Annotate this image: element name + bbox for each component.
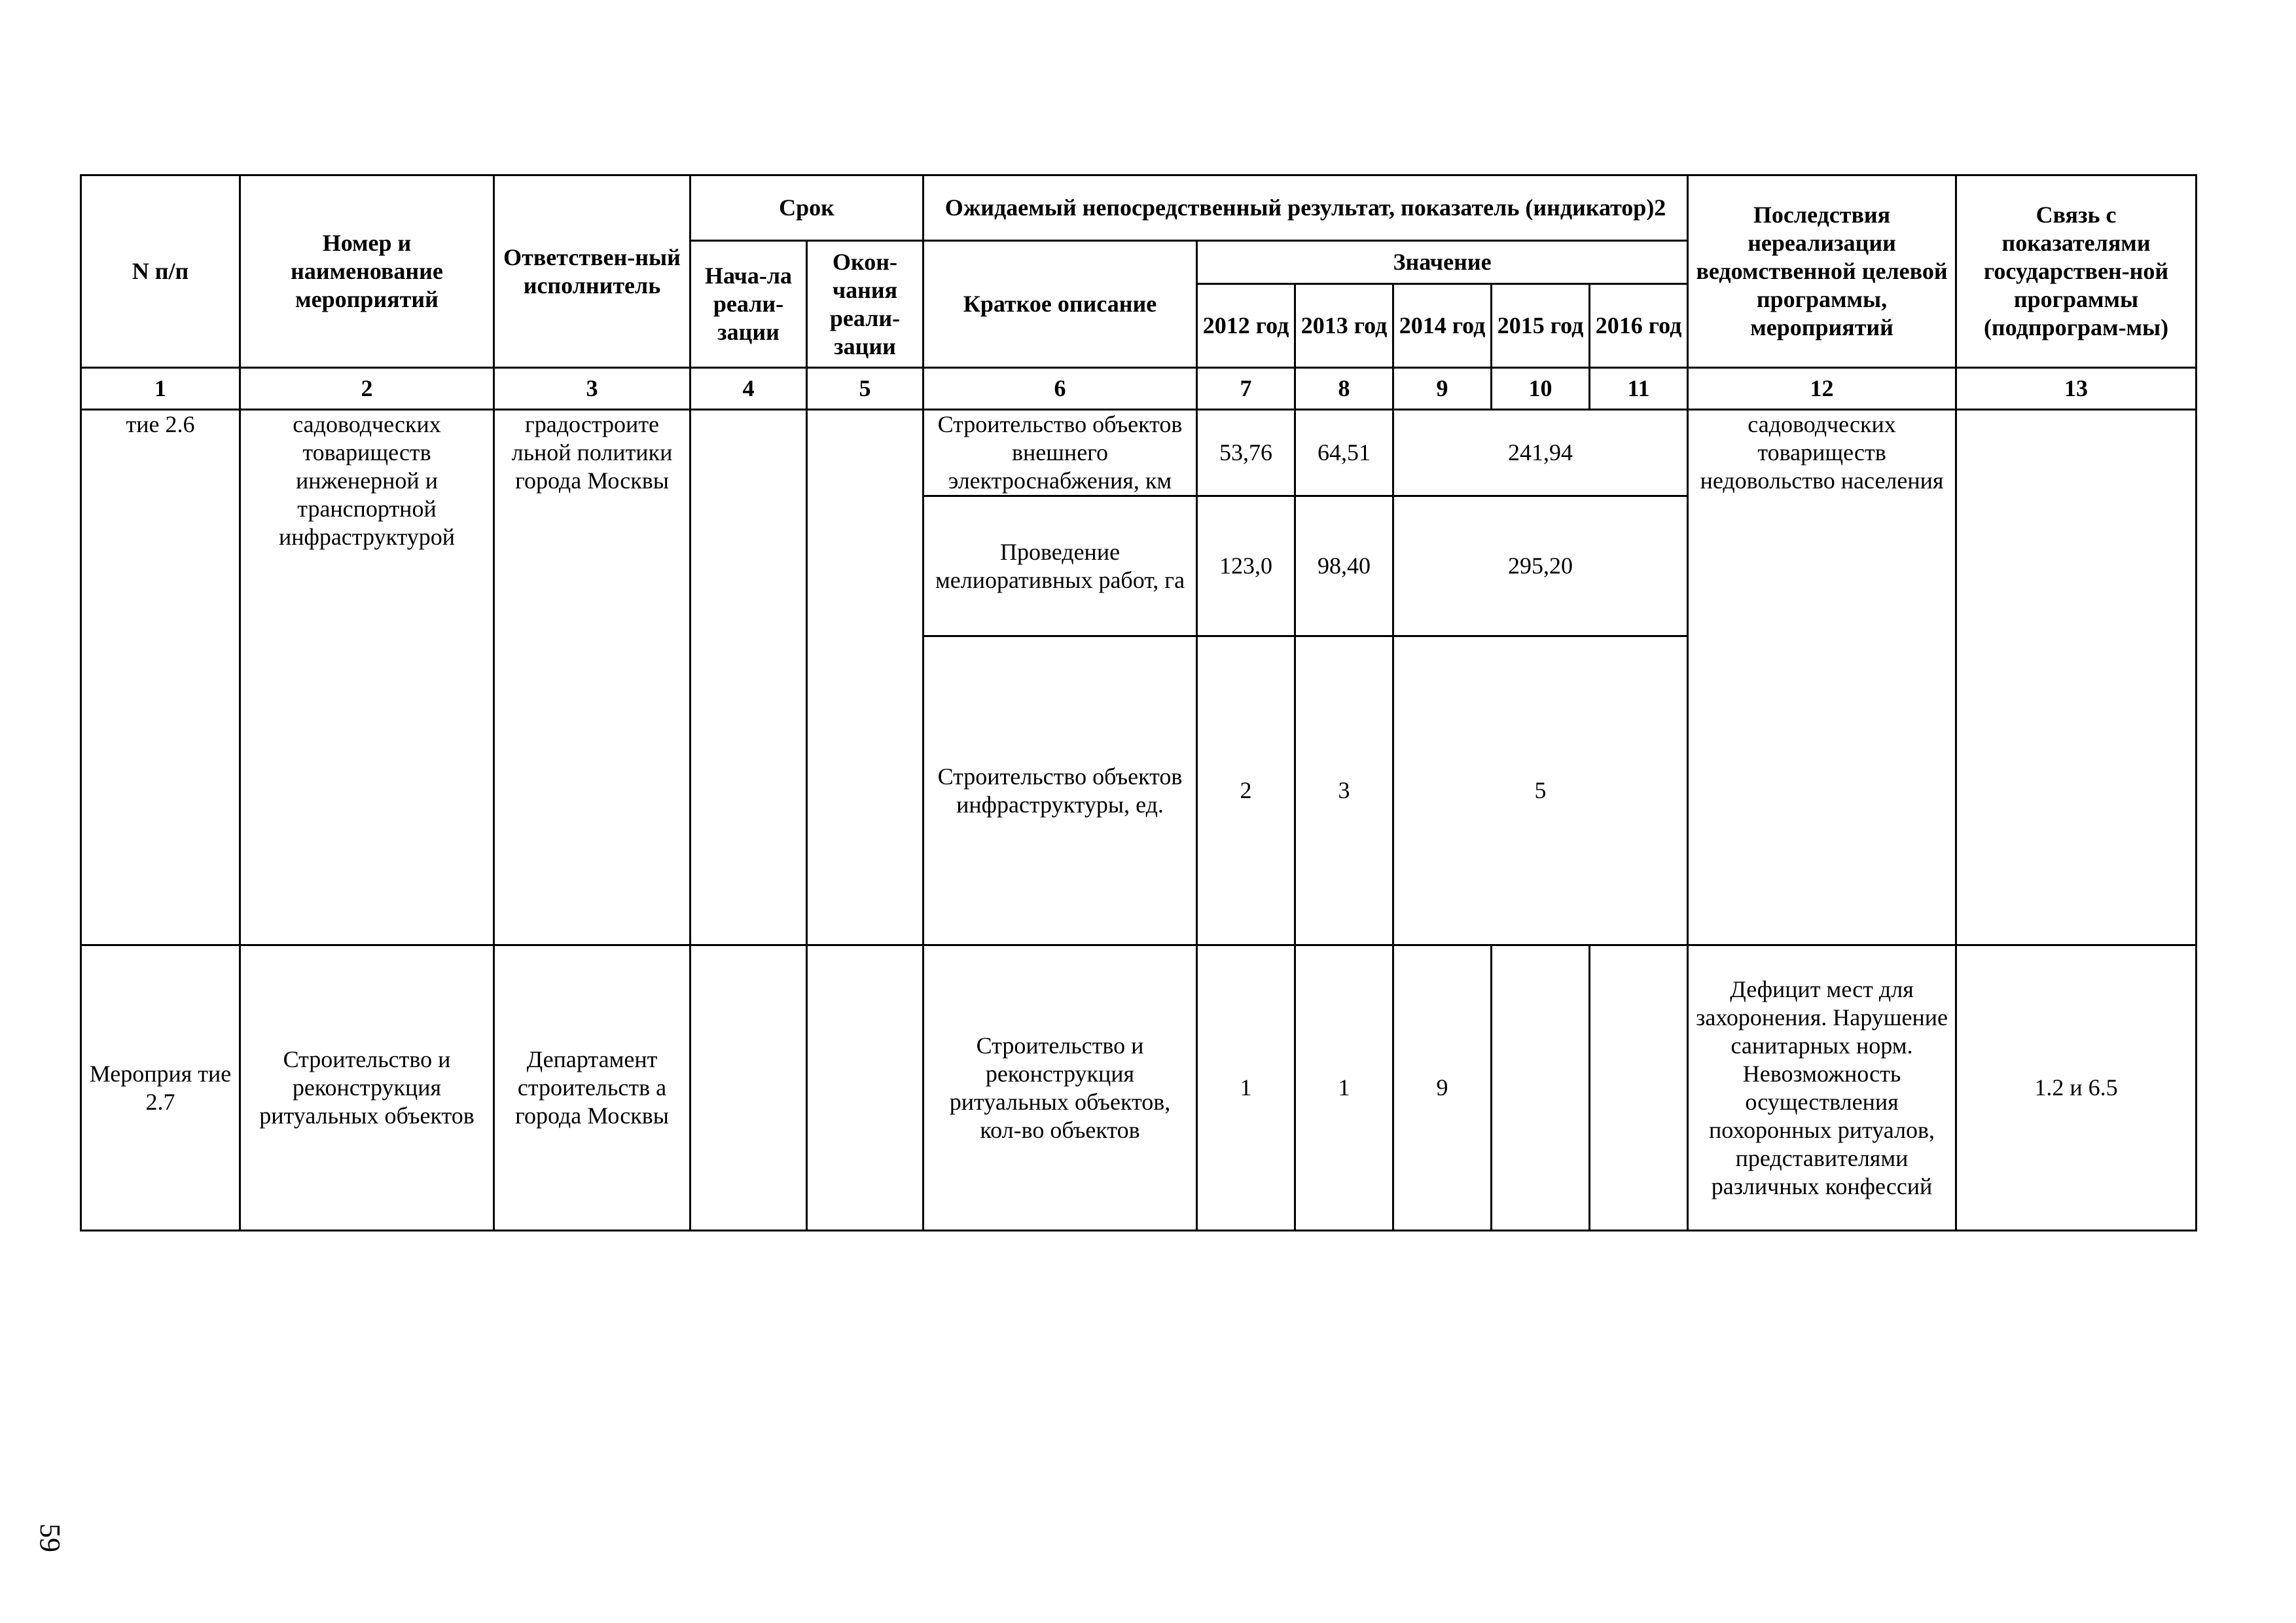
header-expected-result: Ожидаемый непосредственный результат, показатель (индикатор)2 (924, 175, 1688, 241)
header-consequences: Последствия нереализации ведомственной целевой программы, мероприятий (1688, 175, 1956, 368)
indicator-value-2012: 53,76 (1197, 410, 1295, 496)
row-2-6-responsible: градостроите льной политики города Москвы (494, 410, 691, 945)
row-2-7-number: Мероприя тие 2.7 (81, 945, 240, 1231)
row-2-7-consequences: Дефицит мест для захоронения. Нарушение санитарных норм. Невозможность осуществления похоронных ритуалов, представителями различных конфессий (1688, 945, 1956, 1231)
row-2-6-consequences: садоводческих товариществ недовольство населения (1688, 410, 1956, 636)
row-2-7-start (691, 945, 807, 1231)
column-number: 13 (1956, 368, 2197, 410)
indicator-value-2013: 98,40 (1295, 496, 1393, 636)
row-2-6-name: садоводческих товариществ инженерной и транспортной инфраструктурой (240, 410, 494, 945)
header-year-2012: 2012 год (1197, 284, 1295, 368)
header-value: Значение (1197, 241, 1688, 284)
row-2-7-value-2014: 9 (1393, 945, 1492, 1231)
indicator-value-2013: 3 (1295, 636, 1393, 945)
page-number: 59 (34, 1523, 66, 1552)
header-term: Срок (691, 175, 924, 241)
row-2-7-value-2013: 1 (1295, 945, 1393, 1231)
header-year-2016: 2016 год (1590, 284, 1688, 368)
column-number: 8 (1295, 368, 1393, 410)
row-2-7-description: Строительство и реконструкция ритуальных объектов, кол-во объектов (924, 945, 1197, 1231)
row-2-6-consequences-continued (1688, 636, 1956, 945)
column-number: 3 (494, 368, 691, 410)
indicator-value-2014-2016: 5 (1393, 636, 1688, 945)
indicator-value-2014-2016: 295,20 (1393, 496, 1688, 636)
indicator-value-2013: 64,51 (1295, 410, 1393, 496)
indicator-value-2012: 2 (1197, 636, 1295, 945)
indicator-value-2014-2016: 241,94 (1393, 410, 1688, 496)
header-year-2014: 2014 год (1393, 284, 1492, 368)
header-n: N п/п (81, 175, 240, 368)
column-number: 7 (1197, 368, 1295, 410)
row-2-7-value-2016 (1590, 945, 1688, 1231)
header-description: Краткое описание (924, 241, 1197, 368)
row-2-7-value-2012: 1 (1197, 945, 1295, 1231)
column-number: 10 (1492, 368, 1590, 410)
column-number: 1 (81, 368, 240, 410)
header-year-2015: 2015 год (1492, 284, 1590, 368)
row-2-6-start (691, 410, 807, 945)
indicator-description: Строительство объектов внешнего электроснабжения, км (924, 410, 1197, 496)
row-2-7-end (807, 945, 924, 1231)
row-2-7-name: Строительство и реконструкция ритуальных объектов (240, 945, 494, 1231)
column-number: 11 (1590, 368, 1688, 410)
header-name: Номер и наименование мероприятий (240, 175, 494, 368)
header-link: Связь с показателями государствен-ной программы (подпрограм-мы) (1956, 175, 2197, 368)
column-number: 4 (691, 368, 807, 410)
header-responsible: Ответствен-ный исполнитель (494, 175, 691, 368)
header-start: Нача-ла реали-зации (691, 241, 807, 368)
indicator-description: Строительство объектов инфраструктуры, ед. (924, 636, 1197, 945)
row-2-7-link: 1.2 и 6.5 (1956, 945, 2197, 1231)
column-number: 12 (1688, 368, 1956, 410)
row-2-6-link (1956, 410, 2197, 945)
program-table (80, 174, 2197, 1231)
row-2-7-responsible: Департамент строительств а города Москвы (494, 945, 691, 1231)
header-year-2013: 2013 год (1295, 284, 1393, 368)
row-2-6-end (807, 410, 924, 945)
column-number: 6 (924, 368, 1197, 410)
row-2-7-value-2015 (1492, 945, 1590, 1231)
column-number: 2 (240, 368, 494, 410)
column-number: 9 (1393, 368, 1492, 410)
indicator-description: Проведение мелиоративных работ, га (924, 496, 1197, 636)
indicator-value-2012: 123,0 (1197, 496, 1295, 636)
row-2-6-number: тие 2.6 (81, 410, 240, 945)
header-end: Окон-чания реали-зации (807, 241, 924, 368)
column-number: 5 (807, 368, 924, 410)
